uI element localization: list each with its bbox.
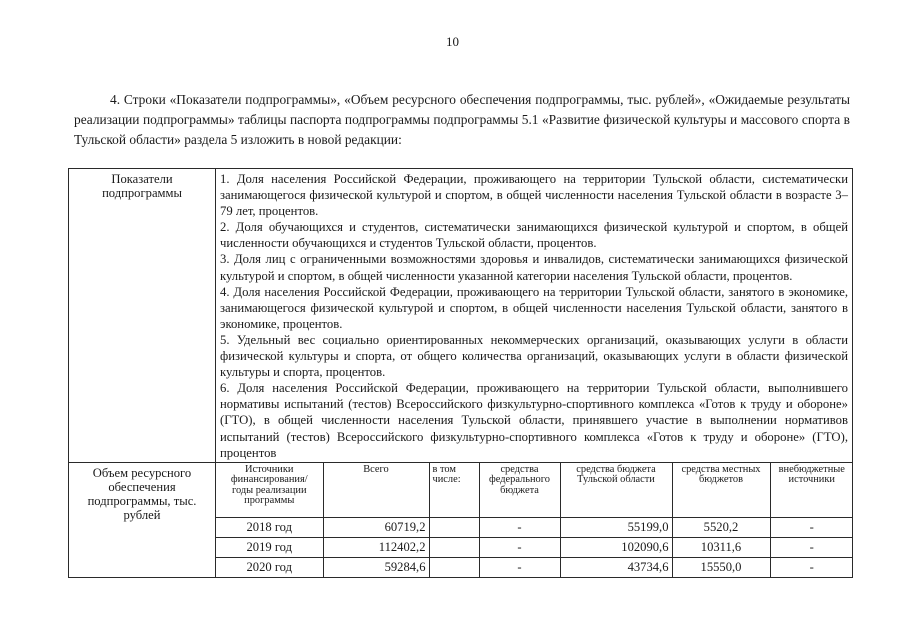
in-that-cell <box>429 517 479 537</box>
regional-cell: 43734,6 <box>560 557 672 577</box>
page-number: 10 <box>446 34 459 49</box>
indicator-item-1: 1. Доля населения Российской Федерации, проживающего на территории Тульской области, систематически занимающегося физической культурой и спортом, в общей численности населения Тульской области в возрасте 3–79 лет, процентов. <box>220 172 848 219</box>
passport-table <box>68 168 853 578</box>
total-cell: 59284,6 <box>323 557 429 577</box>
regional-cell: 102090,6 <box>560 537 672 557</box>
indicator-item-2: 2. Доля обучающихся и студентов, систематически занимающихся физической культурой и спортом, в общей численности обучающихся и студентов Тульской области, процентов. <box>220 220 848 251</box>
intro-paragraph-block <box>74 90 850 150</box>
local-cell: 5520,2 <box>672 517 770 537</box>
local-cell: 15550,0 <box>672 557 770 577</box>
indicators-label: Показатели подпрограммы <box>69 169 216 463</box>
indicator-item-3: 3. Доля лиц с ограниченными возможностями здоровья и инвалидов, систематически занимающихся физической культурой и спортом, в общей численности указанной категории населения Тульской области, процентов. <box>220 252 848 283</box>
funding-row-2019 <box>216 537 853 557</box>
offbudget-cell: - <box>770 537 853 557</box>
offbudget-cell: - <box>770 557 853 577</box>
total-cell: 112402,2 <box>323 537 429 557</box>
federal-cell: - <box>479 517 560 537</box>
funding-table-cell <box>216 462 853 577</box>
in-that-cell <box>429 557 479 577</box>
funding-row-2020 <box>216 557 853 577</box>
header-regional: средства бюджета Тульской области <box>560 463 672 518</box>
total-cell: 60719,2 <box>323 517 429 537</box>
federal-cell: - <box>479 557 560 577</box>
in-that-cell <box>429 537 479 557</box>
offbudget-cell: - <box>770 517 853 537</box>
funding-header-row <box>216 463 853 518</box>
year-cell: 2020 год <box>216 557 323 577</box>
header-local: средства местных бюджетов <box>672 463 770 518</box>
indicator-item-5: 5. Удельный вес социально ориентированных некоммерческих организаций, оказывающих услуги в области физической культуры и спорта, от общего количества организаций, оказывающих услуги в области физической культуры и спорта, процентов. <box>220 332 848 380</box>
year-cell: 2019 год <box>216 537 323 557</box>
header-federal: средства федерального бюджета <box>479 463 560 518</box>
indicator-item-6: 6. Доля населения Российской Федерации, проживающего на территории Тульской области, выполнившего нормативы испытаний (тестов) Всероссийского физкультурно-спортивного комплекса «Готов к труду и обороне» (ГТО), в общей численности населения Тульской области, принявшего участие в выполнении нормативов испытаний (тестов) Всероссийского физкультурно-спортивного комплекса «Готов к труду и обороне» (ГТО), процентов <box>220 381 848 460</box>
indicators-list <box>216 169 853 463</box>
federal-cell: - <box>479 537 560 557</box>
header-offbudget: внебюджетные источники <box>770 463 853 518</box>
header-in-that: в том числе: <box>429 463 479 518</box>
funding-table <box>216 463 853 577</box>
funding-label: Объем ресурсного обеспечения подпрограммы, тыс. рублей <box>69 462 216 577</box>
year-cell: 2018 год <box>216 517 323 537</box>
funding-row-2018 <box>216 517 853 537</box>
header-total: Всего <box>323 463 429 518</box>
funding-row <box>69 462 853 577</box>
header-source: Источники финансирования/ годы реализации программы <box>216 463 323 518</box>
local-cell: 10311,6 <box>672 537 770 557</box>
indicator-item-4: 4. Доля населения Российской Федерации, проживающего на территории Тульской области, занятого в экономике, занимающегося физической культурой и спортом, в общей численности населения Тульской области, занятого в экономике, процентов. <box>220 284 848 331</box>
indicators-row <box>69 169 853 463</box>
intro-paragraph: 4. Строки «Показатели подпрограммы», «Объем ресурсного обеспечения подпрограммы, тыс. рублей», «Ожидаемые результаты реализации подпрограммы» таблицы паспорта подпрограммы подпрограммы 5.1 «Развитие физической культуры и массового спорта в Тульской области» раздела 5 изложить в новой редакции: <box>74 92 850 147</box>
regional-cell: 55199,0 <box>560 517 672 537</box>
